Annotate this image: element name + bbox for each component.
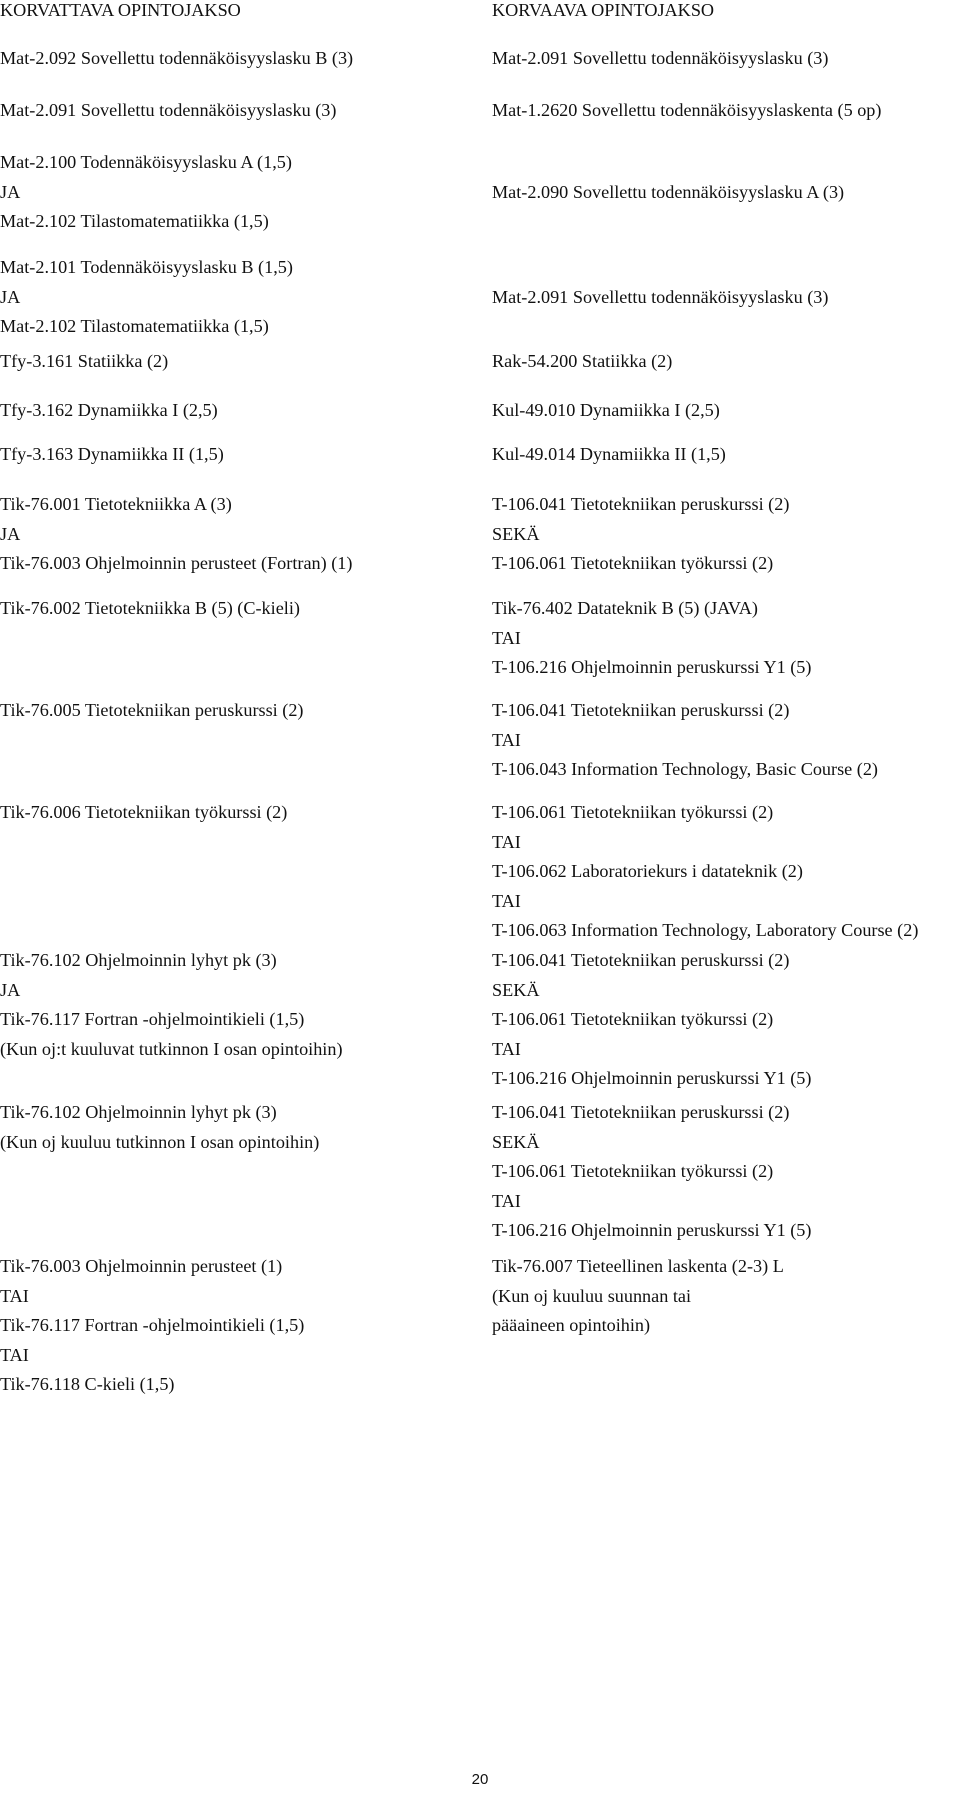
course-line: Kul-49.010 Dynamiikka I (2,5) [492, 400, 720, 420]
course-line: TAI [0, 1285, 29, 1306]
replacing-course-cell [492, 1252, 784, 1341]
course-line: Tik-76.402 Datateknik B (5) (JAVA) [492, 598, 758, 618]
course-line: SEKÄ [492, 979, 540, 1000]
course-line: Mat-2.091 Sovellettu todennäköisyyslasku (3) [492, 48, 829, 68]
replacing-course-cell [492, 396, 720, 426]
replaced-course-cell [0, 490, 352, 579]
course-line: Mat-2.091 Sovellettu todennäköisyyslasku (3) [492, 286, 829, 307]
course-line: T-106.216 Ohjelmoinnin peruskurssi Y1 (5) [492, 657, 812, 678]
course-line: T-106.061 Tietotekniikan työkurssi (2) [492, 802, 774, 822]
course-line: Mat-2.092 Sovellettu todennäköisyyslasku B (3) [0, 48, 354, 68]
replaced-course-cell [0, 1098, 319, 1157]
course-line: T-106.061 Tietotekniikan työkurssi (2) [492, 553, 774, 574]
replacing-course-cell [492, 594, 811, 683]
replacing-course-cell [492, 696, 878, 785]
course-line: T-106.216 Ohjelmoinnin peruskurssi Y1 (5) [492, 1068, 812, 1089]
course-line: T-106.043 Information Technology, Basic Course (2) [492, 759, 878, 780]
course-line: Tik-76.001 Tietotekniikka A (3) [0, 494, 232, 514]
course-line: (Kun oj kuuluu tutkinnon I osan opintoihin) [0, 1131, 320, 1152]
replacing-course-cell [492, 440, 726, 470]
header-replaced-course: KORVATTAVA OPINTOJAKSO [0, 0, 241, 20]
replaced-course-cell [0, 440, 224, 470]
replacing-course-cell [492, 148, 844, 207]
replacing-course-cell [492, 490, 789, 579]
page-number: 20 [471, 1771, 489, 1788]
course-line: TAI [492, 1038, 521, 1059]
course-line: TAI [492, 1190, 521, 1211]
course-line: Mat-2.101 Todennäköisyyslasku B (1,5) [0, 257, 293, 277]
replaced-course-cell [0, 396, 218, 426]
course-line: Tik-76.003 Ohjelmoinnin perusteet (Fortran) (1) [0, 553, 353, 574]
course-line: T-106.041 Tietotekniikan peruskurssi (2) [492, 494, 790, 514]
replacing-course-cell [492, 347, 672, 377]
replacing-course-cell [492, 96, 881, 126]
course-line: JA [0, 181, 21, 202]
course-line: Tik-76.005 Tietotekniikan peruskurssi (2) [0, 700, 304, 720]
course-line: T-106.062 Laboratoriekurs i datateknik (2) [492, 861, 803, 882]
replacing-course-cell [492, 1098, 811, 1246]
course-line: Tik-76.007 Tieteellinen laskenta (2-3) L [492, 1256, 784, 1276]
course-line: SEKÄ [492, 1131, 540, 1152]
course-line: JA [0, 523, 21, 544]
replaced-course-cell [0, 44, 353, 74]
course-line: Mat-2.100 Todennäköisyyslasku A (1,5) [0, 152, 292, 172]
course-line: T-106.216 Ohjelmoinnin peruskurssi Y1 (5) [492, 1220, 812, 1241]
replaced-course-cell [0, 253, 293, 342]
course-line [492, 253, 828, 283]
course-line: Tik-76.118 C-kieli (1,5) [0, 1374, 175, 1395]
replaced-course-cell [0, 1252, 304, 1400]
course-line: TAI [492, 890, 521, 911]
course-line: Tfy-3.161 Statiikka (2) [0, 351, 169, 371]
course-line: Mat-2.091 Sovellettu todennäköisyyslasku (3) [0, 100, 337, 120]
course-line: Tik-76.006 Tietotekniikan työkurssi (2) [0, 802, 288, 822]
course-line: TAI [492, 831, 521, 852]
course-line: T-106.041 Tietotekniikan peruskurssi (2) [492, 1102, 790, 1122]
course-line: T-106.041 Tietotekniikan peruskurssi (2) [492, 700, 790, 720]
replaced-course-cell [0, 347, 168, 377]
course-line: T-106.063 Information Technology, Laboratory Course (2) [492, 920, 919, 941]
replacing-course-cell [492, 798, 918, 946]
course-line: TAI [0, 1344, 29, 1365]
table-header [0, 0, 960, 26]
replaced-course-cell [0, 946, 343, 1064]
course-line: T-106.061 Tietotekniikan työkurssi (2) [492, 1161, 774, 1182]
course-line: (Kun oj kuuluu suunnan tai [492, 1285, 692, 1306]
course-line: SEKÄ [492, 523, 540, 544]
course-line: Mat-2.102 Tilastomatematiikka (1,5) [0, 211, 269, 232]
course-line: TAI [492, 627, 521, 648]
course-line: Tik-76.117 Fortran -ohjelmointikieli (1,5) [0, 1315, 305, 1336]
course-line: Kul-49.014 Dynamiikka II (1,5) [492, 444, 726, 464]
replaced-course-cell [0, 594, 300, 624]
course-line: Mat-2.102 Tilastomatematiikka (1,5) [0, 316, 269, 337]
course-line: Tik-76.003 Ohjelmoinnin perusteet (1) [0, 1256, 283, 1276]
replacing-course-cell [492, 44, 828, 74]
course-line: Tik-76.102 Ohjelmoinnin lyhyt pk (3) [0, 950, 277, 970]
course-line: Mat-1.2620 Sovellettu todennäköisyyslaskenta (5 op) [492, 100, 882, 120]
course-line: JA [0, 286, 21, 307]
course-line: Tfy-3.163 Dynamiikka II (1,5) [0, 444, 224, 464]
course-line: Rak-54.200 Statiikka (2) [492, 351, 673, 371]
replaced-course-cell [0, 96, 336, 126]
course-line: Tik-76.117 Fortran -ohjelmointikieli (1,5) [0, 1009, 305, 1030]
course-line: Tfy-3.162 Dynamiikka I (2,5) [0, 400, 218, 420]
replaced-course-cell [0, 696, 303, 726]
course-line: Mat-2.090 Sovellettu todennäköisyyslasku A (3) [492, 181, 845, 202]
course-line: (Kun oj:t kuuluvat tutkinnon I osan opintoihin) [0, 1038, 343, 1059]
replaced-course-cell [0, 148, 292, 237]
course-line: Tik-76.102 Ohjelmoinnin lyhyt pk (3) [0, 1102, 277, 1122]
replacing-course-cell [492, 946, 811, 1094]
course-line: pääaineen opintoihin) [492, 1315, 651, 1336]
course-line: Tik-76.002 Tietotekniikka B (5) (C-kieli) [0, 598, 300, 618]
course-line: TAI [492, 729, 521, 750]
course-line [492, 148, 844, 178]
course-line: T-106.041 Tietotekniikan peruskurssi (2) [492, 950, 790, 970]
course-line: JA [0, 979, 21, 1000]
course-line: T-106.061 Tietotekniikan työkurssi (2) [492, 1009, 774, 1030]
header-replacing-course: KORVAAVA OPINTOJAKSO [492, 0, 715, 20]
replaced-course-cell [0, 798, 287, 828]
replacing-course-cell [492, 253, 828, 312]
